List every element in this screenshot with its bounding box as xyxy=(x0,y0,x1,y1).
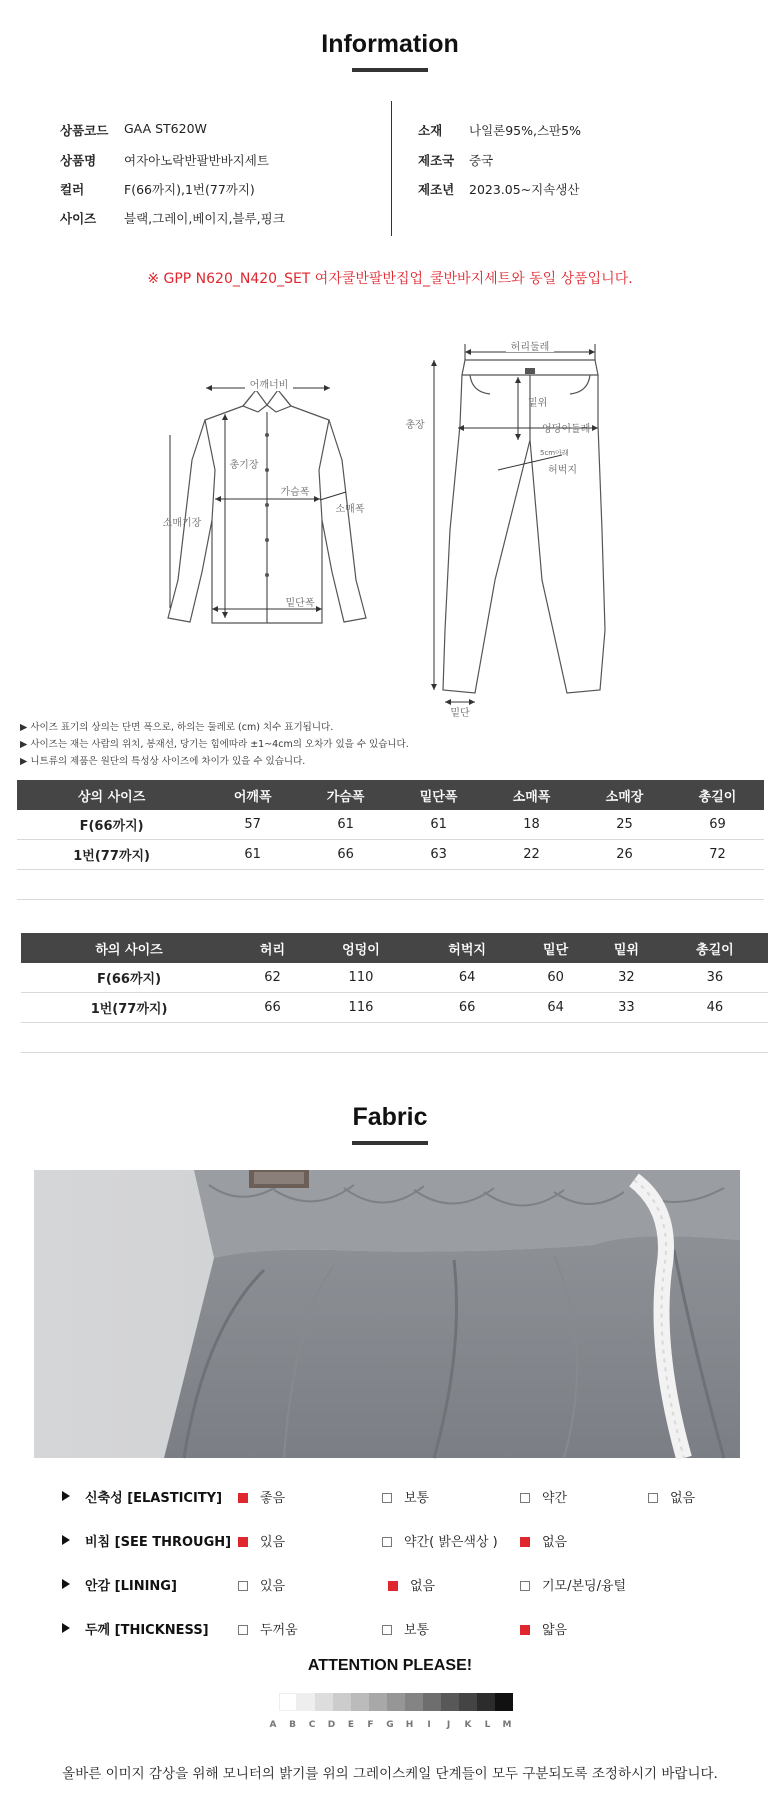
fabric-option-label: 있음 xyxy=(260,1579,286,1594)
table-cell: 25 xyxy=(578,810,671,840)
empty-cell xyxy=(299,870,392,900)
empty-cell xyxy=(671,870,764,900)
sleeve-length-label: 소매기장 xyxy=(162,518,202,529)
grayscale-swatch xyxy=(297,1693,315,1711)
same-product-notice: ※ GPP N620_N420_SET 여자쿨반팔반집업_쿨반바지세트와 동일 상품입니다. xyxy=(147,271,633,287)
thigh-offset-label: 5cm아래 xyxy=(540,449,569,457)
table-cell: 22 xyxy=(485,840,578,870)
table-cell: 66 xyxy=(414,993,520,1023)
grayscale-swatch xyxy=(387,1693,405,1711)
fabric-option xyxy=(382,1619,429,1638)
grayscale-swatch xyxy=(441,1693,459,1711)
table-row xyxy=(17,840,764,870)
column-header: 밑위 xyxy=(591,933,662,963)
fabric-title: Fabric xyxy=(352,1103,428,1131)
fabric-option-label: 없음 xyxy=(542,1535,568,1550)
empty-cell xyxy=(308,1023,414,1053)
fabric-option xyxy=(388,1575,435,1594)
table-cell: 57 xyxy=(206,810,299,840)
fabric-row-label: 신축성 [ELASTICITY] xyxy=(85,1491,223,1506)
table-cell: 64 xyxy=(414,963,520,993)
grayscale-letter: M xyxy=(502,1720,512,1730)
column-header: 소매폭 xyxy=(485,780,578,810)
table-cell: 33 xyxy=(591,993,662,1023)
table-cell: 1번(77까지) xyxy=(17,840,206,870)
table-cell: 66 xyxy=(237,993,308,1023)
info-key: 상품명 xyxy=(60,153,97,168)
fabric-option-label: 두꺼움 xyxy=(260,1623,298,1638)
column-header: 상의 사이즈 xyxy=(17,780,206,810)
table-cell: 66 xyxy=(299,840,392,870)
empty-row xyxy=(21,1023,768,1053)
info-value: 나일론95%,스판5% xyxy=(469,123,581,138)
bottom-size-table xyxy=(21,933,768,1053)
triangle-icon xyxy=(62,1623,70,1633)
waist-label: 허리둘레 xyxy=(510,342,550,353)
triangle-icon xyxy=(62,1491,70,1501)
table-cell: 26 xyxy=(578,840,671,870)
pants-hem-label: 밑단 xyxy=(450,708,470,719)
fabric-option-label: 좋음 xyxy=(260,1491,286,1506)
unchecked-box-icon xyxy=(382,1537,392,1547)
table-cell: 61 xyxy=(206,840,299,870)
fabric-option xyxy=(238,1619,298,1638)
checked-box-icon xyxy=(238,1537,248,1547)
table-cell: 72 xyxy=(671,840,764,870)
fabric-option-label: 보통 xyxy=(404,1623,430,1638)
table-cell: 62 xyxy=(237,963,308,993)
grayscale-letter: F xyxy=(367,1720,374,1730)
empty-cell xyxy=(662,1023,768,1053)
column-header: 소매장 xyxy=(578,780,671,810)
grayscale-letter: B xyxy=(289,1720,296,1730)
column-header: 가슴폭 xyxy=(299,780,392,810)
empty-cell xyxy=(414,1023,520,1053)
checked-box-icon xyxy=(238,1493,248,1503)
empty-cell xyxy=(21,1023,237,1053)
fabric-option-label: 있음 xyxy=(260,1535,286,1550)
fabric-row-label: 안감 [LINING] xyxy=(85,1579,177,1594)
measurement-notes xyxy=(20,719,409,770)
fabric-row xyxy=(0,1487,780,1507)
chest-label: 가슴폭 xyxy=(280,487,310,498)
fabric-option-label: 약간( 밝은색상 ) xyxy=(404,1535,498,1550)
note-2: ▶ 사이즈는 재는 사람의 위치, 봉재선, 당기는 힘에따라 ±1~4cm의 오차가 있을 수 있습니다. xyxy=(20,739,409,750)
column-header: 밑단폭 xyxy=(392,780,485,810)
fabric-row-label: 두께 [THICKNESS] xyxy=(85,1623,209,1638)
grayscale-swatch xyxy=(315,1693,333,1711)
table-cell: F(66까지) xyxy=(17,810,206,840)
hip-label: 엉덩이둘레 xyxy=(542,424,591,435)
info-value: F(66까지),1번(77까지) xyxy=(124,182,255,197)
grayscale-swatch xyxy=(333,1693,351,1711)
info-key: 컬러 xyxy=(60,182,85,197)
table-row xyxy=(21,963,768,993)
triangle-icon xyxy=(62,1535,70,1545)
table-cell: 60 xyxy=(520,963,591,993)
unchecked-box-icon xyxy=(238,1581,248,1591)
note-3: ▶ 니트류의 제품은 원단의 특성상 사이즈에 차이가 있을 수 있습니다. xyxy=(20,756,306,767)
grayscale-swatch xyxy=(477,1693,495,1711)
info-value: 중국 xyxy=(469,153,494,168)
title-underline xyxy=(352,68,428,72)
pants-total-label: 총장 xyxy=(405,420,425,431)
table-cell: 110 xyxy=(308,963,414,993)
grayscale-swatch xyxy=(423,1693,441,1711)
unchecked-box-icon xyxy=(520,1493,530,1503)
grayscale-letter: A xyxy=(269,1720,277,1730)
unchecked-box-icon xyxy=(520,1581,530,1591)
empty-cell xyxy=(520,1023,591,1053)
checked-box-icon xyxy=(388,1581,398,1591)
unchecked-box-icon xyxy=(382,1625,392,1635)
fabric-row xyxy=(0,1531,780,1551)
fabric-option xyxy=(382,1531,498,1550)
table-cell: 18 xyxy=(485,810,578,840)
table-cell: 36 xyxy=(662,963,768,993)
column-header: 밑단 xyxy=(520,933,591,963)
info-key: 소재 xyxy=(418,123,443,138)
fabric-option-label: 얇음 xyxy=(542,1623,568,1638)
fabric-row xyxy=(0,1619,780,1639)
grayscale-letter: G xyxy=(386,1720,394,1730)
fabric-option xyxy=(382,1487,429,1506)
table-cell: 64 xyxy=(520,993,591,1023)
info-value: 블랙,그레이,베이지,블루,핑크 xyxy=(124,211,285,226)
info-key: 상품코드 xyxy=(60,123,109,138)
column-header: 엉덩이 xyxy=(308,933,414,963)
table-row xyxy=(21,993,768,1023)
grayscale-letter: H xyxy=(405,1720,414,1730)
fabric-option-label: 없음 xyxy=(410,1579,436,1594)
empty-cell xyxy=(206,870,299,900)
grayscale-letter: C xyxy=(308,1720,316,1730)
brightness-instruction: 올바른 이미지 감상을 위해 모니터의 밝기를 위의 그레이스케일 단계들이 모두 구분되도록 조정하시기 바랍니다. xyxy=(62,1766,718,1782)
column-header: 하의 사이즈 xyxy=(21,933,237,963)
checked-box-icon xyxy=(520,1537,530,1547)
table-cell: 69 xyxy=(671,810,764,840)
table-cell: F(66까지) xyxy=(21,963,237,993)
grayscale-letter: J xyxy=(446,1720,451,1730)
grayscale-letter: L xyxy=(484,1720,491,1730)
table-row xyxy=(17,810,764,840)
unchecked-box-icon xyxy=(648,1493,658,1503)
empty-cell xyxy=(392,870,485,900)
empty-cell xyxy=(591,1023,662,1053)
info-key: 사이즈 xyxy=(60,211,97,226)
fabric-option xyxy=(520,1619,567,1638)
empty-cell xyxy=(17,870,206,900)
table-cell: 32 xyxy=(591,963,662,993)
column-header: 어깨폭 xyxy=(206,780,299,810)
fabric-row xyxy=(0,1575,780,1595)
column-header: 총길이 xyxy=(671,780,764,810)
fabric-option xyxy=(520,1575,626,1594)
fabric-option xyxy=(648,1487,695,1506)
sleeve-width-label: 소매폭 xyxy=(335,504,365,515)
grayscale-letter: K xyxy=(464,1720,472,1730)
grayscale-swatch xyxy=(459,1693,477,1711)
rise-label: 밑위 xyxy=(528,398,548,409)
table-cell: 116 xyxy=(308,993,414,1023)
fabric-option xyxy=(238,1531,285,1550)
column-header: 총길이 xyxy=(662,933,768,963)
table-cell: 61 xyxy=(299,810,392,840)
empty-cell xyxy=(237,1023,308,1053)
fabric-option-label: 없음 xyxy=(670,1491,696,1506)
thigh-label: 허벅지 xyxy=(548,465,577,476)
info-divider xyxy=(391,101,392,236)
empty-cell xyxy=(485,870,578,900)
info-value: 2023.05~지속생산 xyxy=(469,182,580,197)
grayscale-swatch xyxy=(495,1693,513,1711)
total-length-label: 총기장 xyxy=(229,460,259,471)
fabric-option-label: 보통 xyxy=(404,1491,430,1506)
grayscale-letter: D xyxy=(327,1720,336,1730)
note-1: ▶ 사이즈 표기의 상의는 단면 폭으로, 하의는 둘레로 (cm) 치수 표기됩니다. xyxy=(20,722,334,733)
info-key: 제조국 xyxy=(418,153,455,168)
unchecked-box-icon xyxy=(382,1493,392,1503)
table-cell: 1번(77까지) xyxy=(21,993,237,1023)
info-key: 제조년 xyxy=(418,182,455,197)
triangle-icon xyxy=(62,1579,70,1589)
top-size-table xyxy=(17,780,764,900)
fabric-option-label: 약간 xyxy=(542,1491,568,1506)
grayscale-swatch xyxy=(369,1693,387,1711)
table-cell: 61 xyxy=(392,810,485,840)
fabric-title-underline xyxy=(352,1141,428,1145)
checked-box-icon xyxy=(520,1625,530,1635)
table-cell: 63 xyxy=(392,840,485,870)
fabric-option-label: 기모/본딩/융털 xyxy=(542,1579,627,1594)
attention-title: ATTENTION PLEASE! xyxy=(307,1657,473,1674)
column-header: 허리 xyxy=(237,933,308,963)
info-value: GAA ST620W xyxy=(124,121,207,136)
fabric-row-label: 비침 [SEE THROUGH] xyxy=(85,1535,232,1550)
fabric-option xyxy=(238,1575,285,1594)
grayscale-swatch xyxy=(279,1693,297,1711)
fabric-closeup-image xyxy=(34,1170,740,1458)
grayscale-letter: E xyxy=(347,1720,355,1730)
fabric-option xyxy=(238,1487,285,1506)
grayscale-swatch xyxy=(351,1693,369,1711)
empty-cell xyxy=(578,870,671,900)
grayscale-letter: I xyxy=(427,1720,431,1730)
shoulder-label: 어깨너비 xyxy=(249,380,289,391)
column-header: 허벅지 xyxy=(414,933,520,963)
info-value: 여자아노락반팔반바지세트 xyxy=(124,153,269,168)
fabric-option xyxy=(520,1531,567,1550)
fabric-option xyxy=(520,1487,567,1506)
unchecked-box-icon xyxy=(238,1625,248,1635)
table-cell: 46 xyxy=(662,993,768,1023)
bottom-garment-diagram xyxy=(405,330,630,725)
information-title: Information xyxy=(321,30,459,58)
top-garment-diagram xyxy=(140,350,400,635)
grayscale-swatch xyxy=(405,1693,423,1711)
hem-width-label: 밑단폭 xyxy=(285,598,315,609)
empty-row xyxy=(17,870,764,900)
